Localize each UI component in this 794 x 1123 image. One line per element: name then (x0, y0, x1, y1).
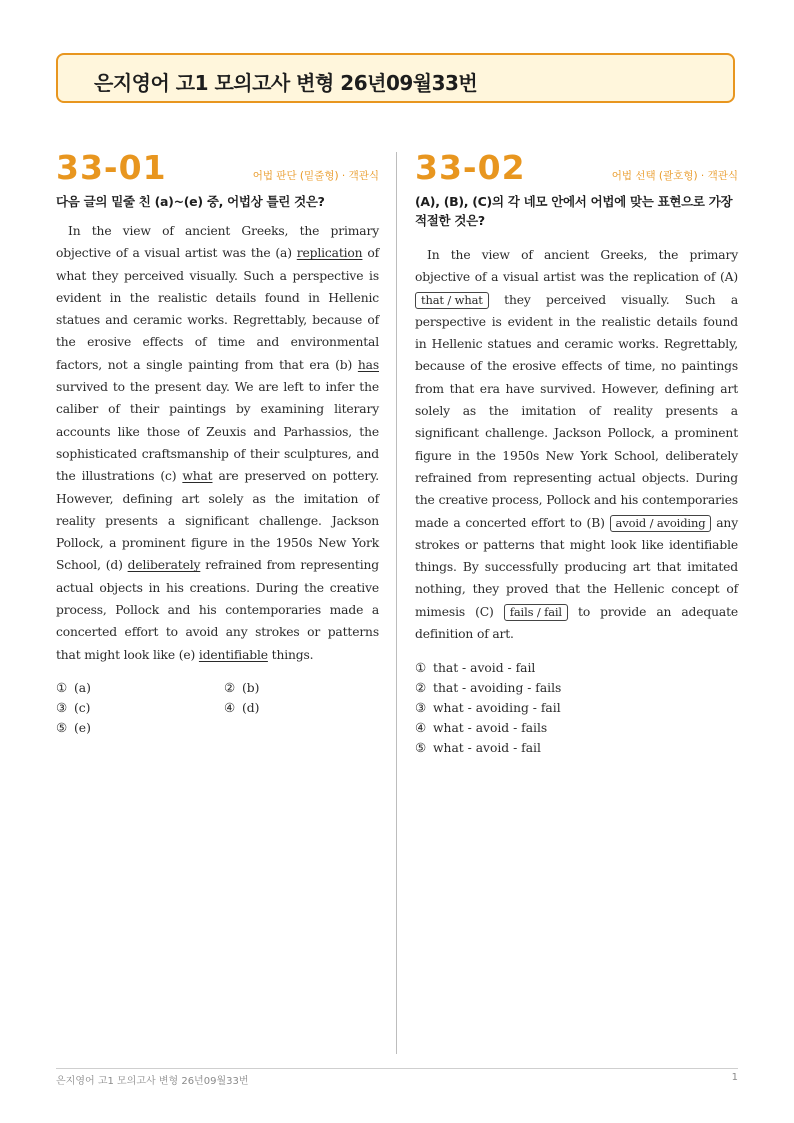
question-33-01 (56, 150, 379, 737)
question-33-02 (415, 150, 738, 758)
question-instruction: 다음 글의 밑줄 친 (a)~(e) 중, 어법상 틀린 것은? (56, 194, 325, 209)
question-type: 어법 판단 (밑줄형) · 객관식 (252, 170, 379, 182)
passage-text: are preserved on pottery. However, defining art solely as the imitation of reality presents a significant challenge. Jackson Pollock, a prominent figure in the 1950s New York School, (d) (56, 469, 379, 573)
choice-mark: ④ (415, 721, 427, 736)
underlined-e: identifiable (198, 647, 268, 662)
question-header (56, 150, 379, 186)
choice-text: (c) (74, 700, 91, 715)
choice-mark: ③ (415, 701, 427, 716)
choice-box-c: fails / fail (504, 604, 568, 621)
choice-3[interactable] (56, 700, 224, 717)
choice-text: what - avoiding - fail (433, 701, 561, 716)
page-title: 은지영어 고1 모의고사 변형 26년09월33번 (94, 71, 478, 95)
underlined-c: what (182, 469, 213, 484)
choice-mark: ② (224, 680, 236, 695)
footer-title: 은지영어 고1 모의고사 변형 26년09월33번 (56, 1076, 249, 1087)
choice-mark: ④ (224, 700, 236, 715)
choice-mark: ⑤ (415, 741, 427, 756)
choice-4[interactable] (415, 718, 738, 738)
answer-choices (56, 680, 379, 737)
underlined-a: replication (296, 246, 363, 261)
choice-text: (e) (74, 720, 91, 735)
choice-1[interactable] (56, 680, 224, 697)
passage-text: things. (267, 647, 314, 662)
passage-text: any strokes or patterns that might look like identifiable things. By successfully producing art that imitated nothing, they proved that the Hellenic concept of mimesis (C) (415, 515, 738, 619)
passage-text: they perceived visually. Such a perspective is evident in the realistic details found in Hellenic statues and ceramic works. Regrettably, because of the erosive effects of time, no paintings from that era have survived. However, defining art solely as the imitation of reality presents a significant challenge. Jackson Pollock, a prominent figure in the 1950s New York School, deliberately refrained from representing actual objects. During the creative process, Pollock and his contemporaries made a concerted effort to (B) (415, 292, 738, 530)
reading-passage (56, 220, 379, 666)
choice-mark: ⑤ (56, 720, 68, 735)
choice-2[interactable] (415, 678, 738, 698)
choice-mark: ① (56, 680, 68, 695)
passage-text: survived to the present day. We are left to infer the caliber of their paintings by examining literary accounts like those of Zeuxis and Parhassios, the sophisticated craftsmanship of their sculptures, and the illustrations (c) (56, 380, 379, 484)
choice-text: what - avoid - fail (433, 741, 541, 756)
choice-text: (a) (74, 680, 91, 695)
passage-text: In the view of ancient Greeks, the primary objective of a visual artist was the replication of (A) (415, 248, 738, 285)
question-type: 어법 선택 (괄호형) · 객관식 (611, 170, 738, 182)
page-number: 1 (731, 1072, 738, 1083)
choice-2[interactable] (224, 680, 374, 697)
choice-box-a: that / what (415, 292, 489, 309)
choice-text: that - avoid - fail (433, 661, 536, 676)
underlined-b: has (357, 357, 379, 372)
passage-text: to provide an adequate definition of art. (415, 604, 738, 642)
passage-text: In the view of ancient Greeks, the primary objective of a visual artist was the (a) (56, 224, 379, 261)
choice-4[interactable] (224, 700, 374, 717)
choice-box-b: avoid / avoiding (610, 515, 712, 532)
choice-5[interactable] (415, 738, 738, 758)
choice-3[interactable] (415, 698, 738, 718)
choice-text: what - avoid - fails (433, 721, 548, 736)
passage-text: of what they perceived visually. Such a perspective is evident in the realistic details found in Hellenic statues and ceramic works. Regrettably, because of the erosive effects of time and environmental factors, not a single painting from that era (b) (56, 246, 380, 372)
choice-text: (b) (242, 680, 260, 695)
column-divider (396, 152, 397, 1054)
choice-mark: ③ (56, 700, 68, 715)
header-banner (56, 53, 735, 103)
question-number: 33-01 (56, 148, 167, 187)
question-number: 33-02 (415, 148, 526, 187)
choice-text: (d) (242, 700, 260, 715)
underlined-d: deliberately (127, 558, 201, 573)
passage-text: refrained from representing actual objects in his creations. During the creative process, Pollock and his contemporaries made a concerted effort to avoid any strokes or patterns that might look like (e) (56, 558, 379, 662)
choice-text: that - avoiding - fails (433, 681, 562, 696)
reading-passage (415, 244, 738, 645)
footer-divider (56, 1068, 738, 1069)
choice-1[interactable] (415, 658, 738, 678)
question-instruction: (A), (B), (C)의 각 네모 안에서 어법에 맞는 표현으로 가장 적절한 것은? (415, 194, 733, 228)
answer-choices (415, 658, 738, 758)
question-header (415, 150, 738, 186)
choice-5[interactable] (56, 720, 224, 737)
choice-mark: ② (415, 681, 427, 696)
choice-mark: ① (415, 661, 427, 676)
